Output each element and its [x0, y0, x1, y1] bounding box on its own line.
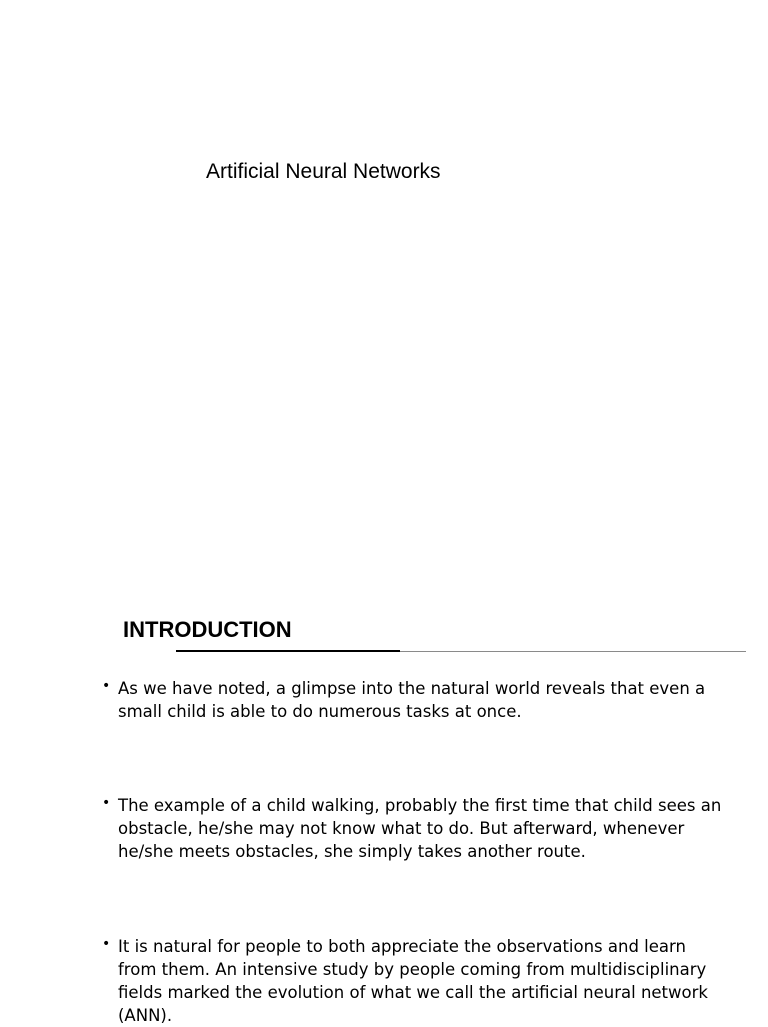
- bullet-text-line: he/she meets obstacles, she simply takes another route.: [118, 842, 586, 861]
- bullet-text-line: obstacle, he/she may not know what to do. But afterward, whenever: [118, 819, 685, 838]
- bullet-text-line: It is natural for people to both appreciate the observations and learn: [118, 937, 686, 956]
- bullet-text-line: The example of a child walking, probably the first time that child sees an: [118, 796, 722, 815]
- bullet-item: [102, 677, 758, 723]
- section-heading: INTRODUCTION: [123, 617, 292, 642]
- bullet-text-line: As we have noted, a glimpse into the natural world reveals that even a: [118, 679, 706, 698]
- bullet-text-line: from them. An intensive study by people coming from multidisciplinary: [118, 960, 707, 979]
- bullet-text-line: fields marked the evolution of what we call the artificial neural network: [118, 983, 708, 1002]
- heading-underline-accent: [176, 650, 400, 652]
- bullet-marker: •: [102, 678, 111, 694]
- bullet-text-line: small child is able to do numerous tasks at once.: [118, 702, 522, 721]
- bullet-marker: •: [102, 795, 111, 811]
- bullet-marker: •: [102, 936, 111, 952]
- document-title: Artificial Neural Networks: [206, 160, 441, 183]
- bullet-text-line: (ANN).: [118, 1006, 173, 1025]
- bullet-item: [102, 935, 758, 1027]
- bullet-item: [102, 794, 758, 863]
